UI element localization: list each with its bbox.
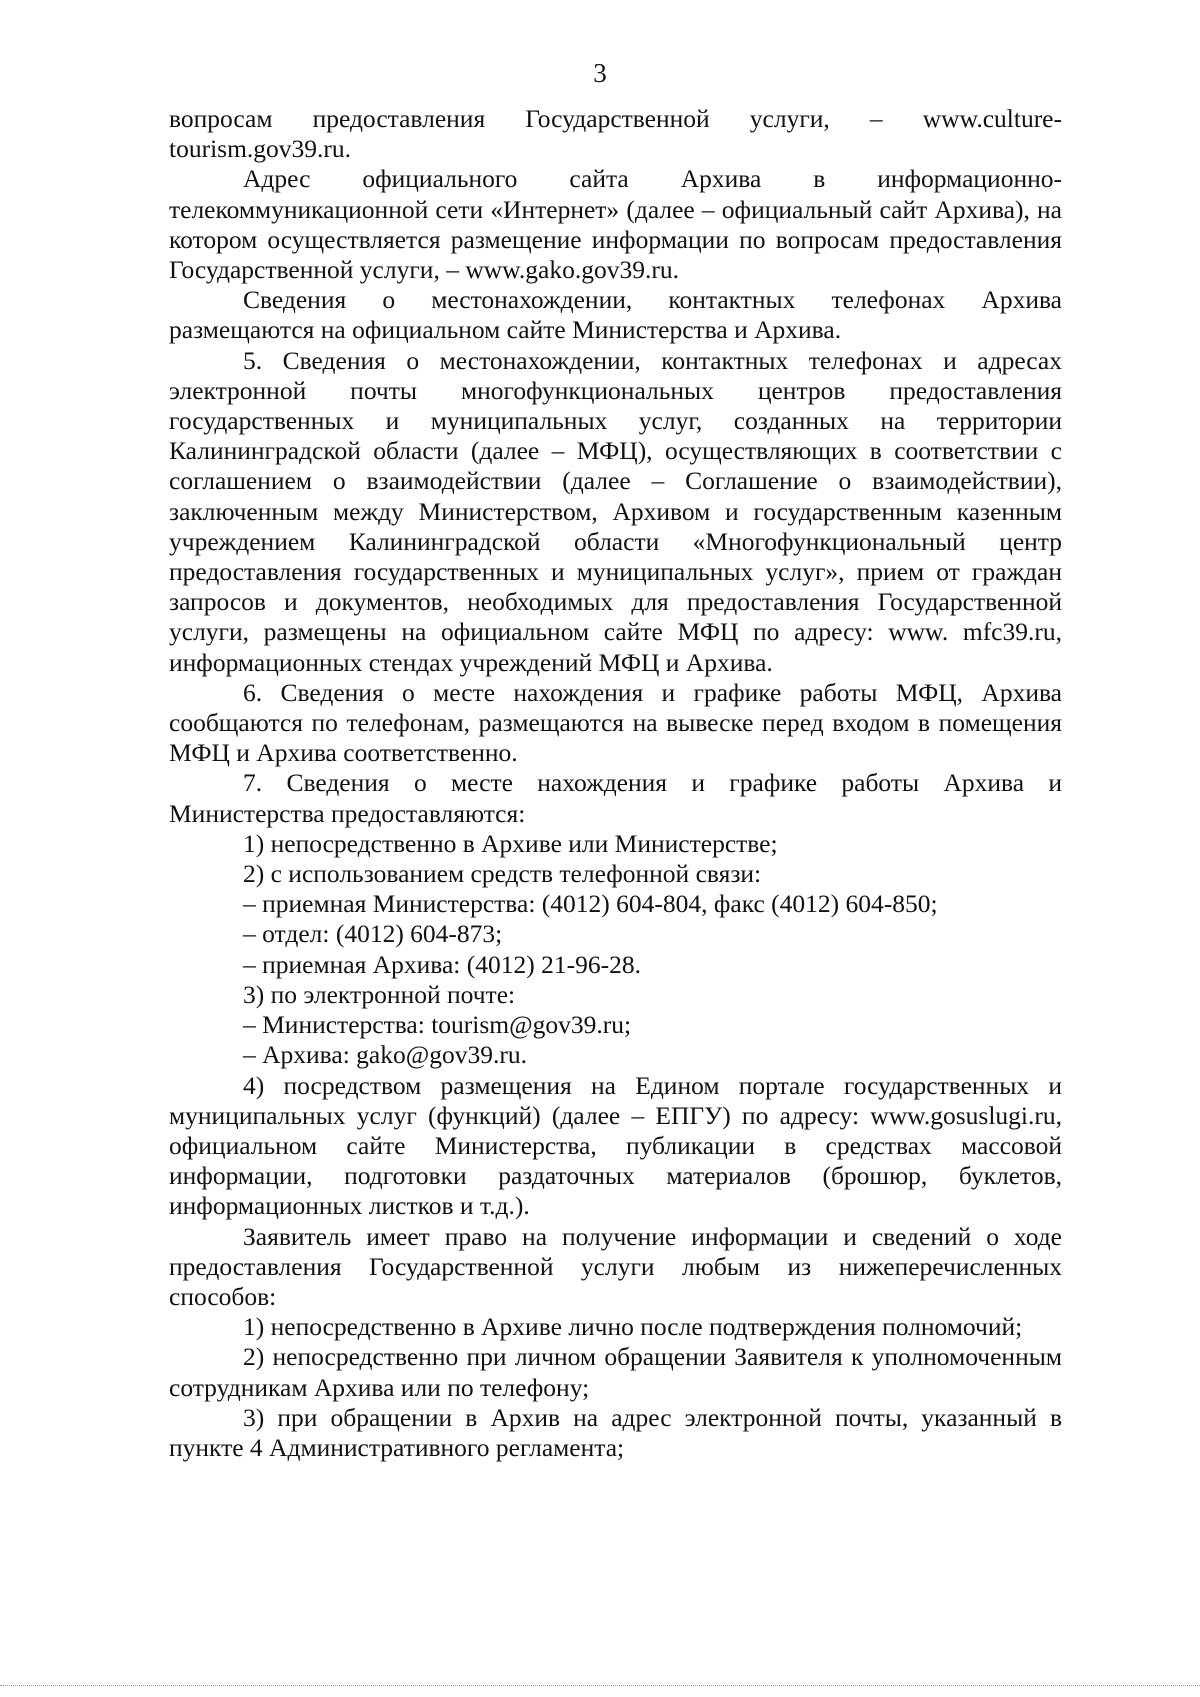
list-item: 3) при обращении в Архив на адрес электронной почты, указанный в пункте 4 Административного регламента; <box>169 1402 1062 1462</box>
scan-edge-divider <box>0 1685 1200 1686</box>
paragraph-item-5: 5. Сведения о местонахождении, контактных телефонах и адресах электронной почты многофункциональных центров предоставления государственных и муниципальных услуг, созданных на территории Калининградской области (далее – МФЦ), осуществляющих в соответствии с соглашением о взаимодействии (далее – Соглашение о взаимодействии), заключенным между Министерством, Архивом и государственным казенным учреждением Калининградской области «Многофункциональный центр предоставления государственных и муниципальных услуг», прием от граждан запросов и документов, необходимых для предоставления Государственной услуги, размещены на официальном сайте МФЦ по адресу: www. mfc39.ru, информационных стендах учреждений МФЦ и Архива. <box>169 345 1062 677</box>
list-item: 2) непосредственно при личном обращении Заявителя к уполномоченным сотрудникам Архива или по телефону; <box>169 1342 1062 1402</box>
list-item: – отдел: (4012) 604-873; <box>243 919 503 949</box>
paragraph-archive-contacts: Сведения о местонахождении, контактных телефонах Архива размещаются на официальном сайте Министерства и Архива. <box>169 285 1062 345</box>
paragraph-item-7: 7. Сведения о месте нахождения и графике работы Архива и Министерства предоставляются: <box>169 768 1062 828</box>
paragraph-archive-site: Адрес официального сайта Архива в информационно-телекоммуникационной сети «Интернет» (далее – официальный сайт Архива), на котором осуществляется размещение информации по вопросам предоставления Государственной услуги, – www.gako.gov39.ru. <box>169 164 1062 285</box>
list-item: 2) с использованием средств телефонной связи: <box>243 859 762 889</box>
list-item: – приемная Министерства: (4012) 604-804, факс (4012) 604-850; <box>243 889 938 919</box>
paragraph-applicant-rights: Заявитель имеет право на получение информации и сведений о ходе предоставления Государственной услуги любым из нижеперечисленных способов: <box>169 1221 1062 1311</box>
list-item: 3) по электронной почте: <box>243 979 516 1009</box>
page-number: 3 <box>593 58 607 88</box>
list-item: – Архива: gako@gov39.ru. <box>243 1040 527 1070</box>
paragraph-continuation: вопросам предоставления Государственной услуги, – www.culture-tourism.gov39.ru. <box>169 104 1062 164</box>
list-item: 1) непосредственно в Архиве или Министерстве; <box>243 828 778 858</box>
list-item: 4) посредством размещения на Едином портале государственных и муниципальных услуг (функций) (далее – ЕПГУ) по адресу: www.gosuslugi.ru, официальном сайте Министерства, публикации в средствах массовой информации, подготовки раздаточных материалов (брошюр, буклетов, информационных листков и т.д.). <box>169 1070 1062 1221</box>
list-item: – приемная Архива: (4012) 21-96-28. <box>243 949 641 979</box>
document-body <box>169 104 1062 1463</box>
paragraph-item-6: 6. Сведения о месте нахождения и графике работы МФЦ, Архива сообщаются по телефонам, размещаются на вывеске перед входом в помещения МФЦ и Архива соответственно. <box>169 677 1062 768</box>
list-item: 1) непосредственно в Архиве лично после подтверждения полномочий; <box>243 1312 1023 1342</box>
list-item: – Министерства: tourism@gov39.ru; <box>243 1010 632 1040</box>
